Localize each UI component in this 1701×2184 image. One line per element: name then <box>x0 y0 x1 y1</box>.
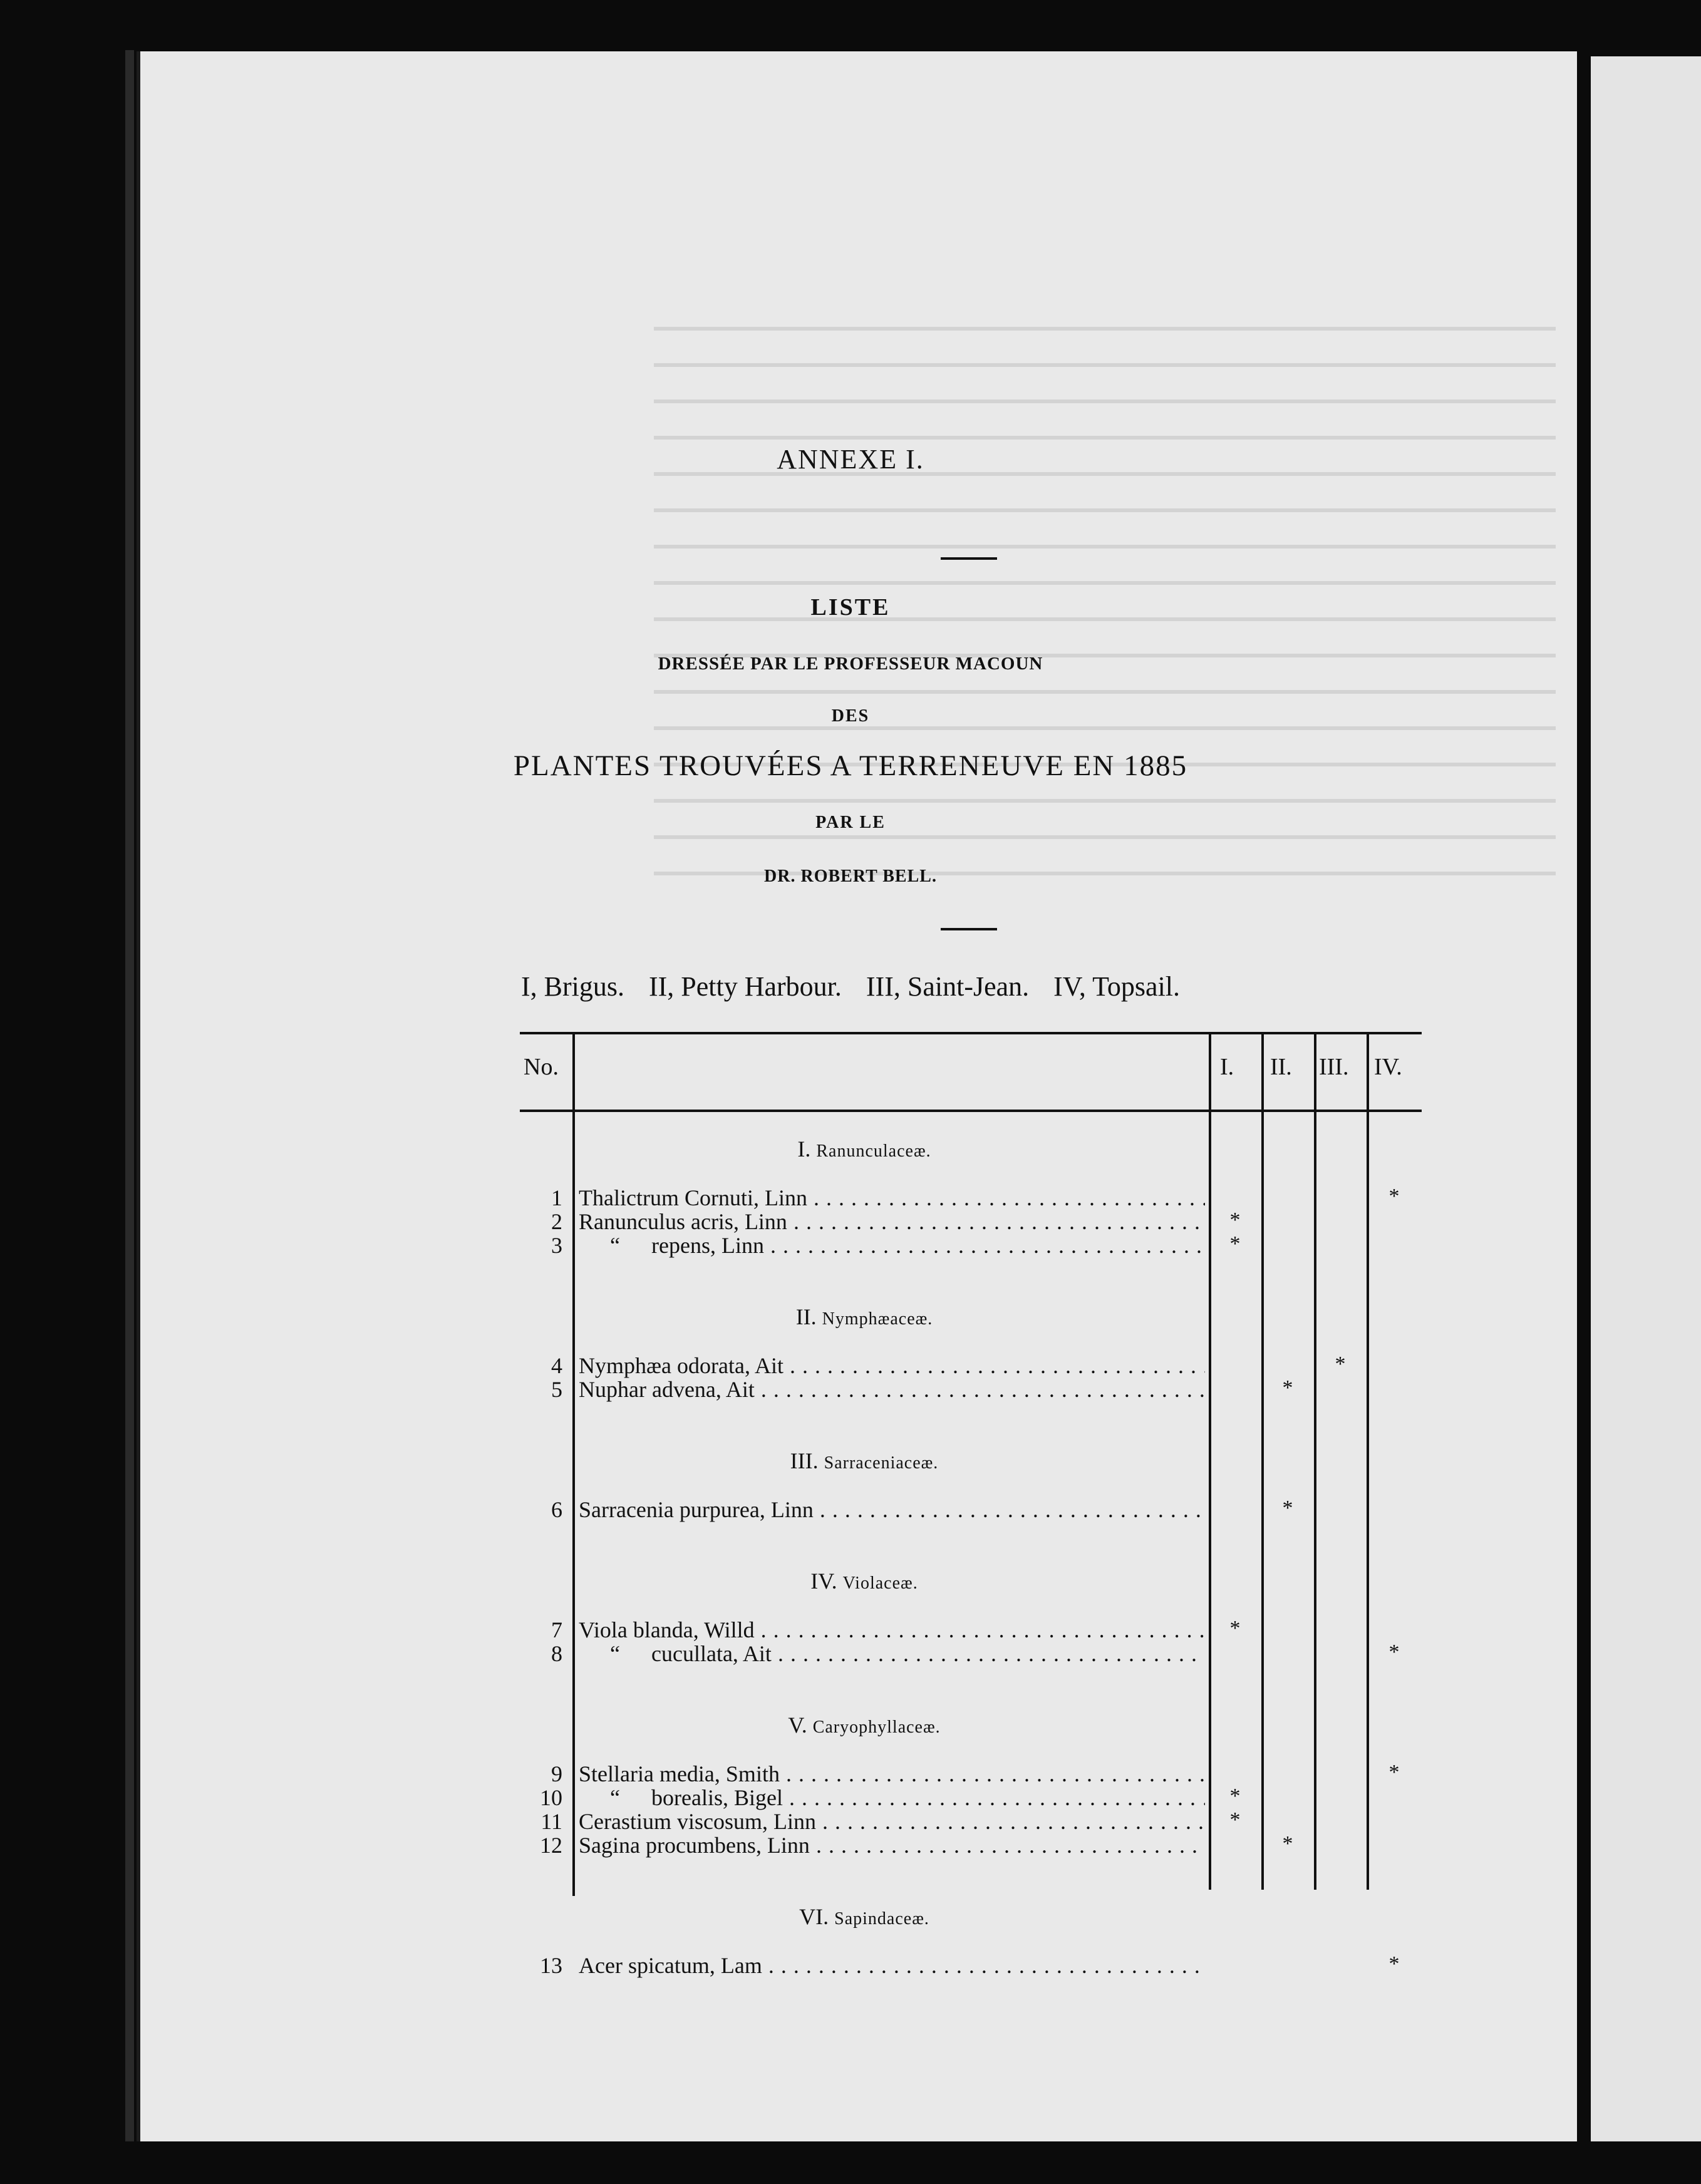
species-name <box>579 1832 1205 1858</box>
col-header-iv: IV. <box>1374 1054 1402 1080</box>
species-number: 8 <box>551 1641 562 1666</box>
species-text: borealis, Bigel <box>651 1785 783 1810</box>
ditto-mark: “ <box>610 1641 620 1666</box>
locality-mark: * <box>1388 1761 1400 1784</box>
family-heading <box>520 1136 1209 1162</box>
table-header-rule <box>520 1110 1422 1112</box>
ditto-mark: “ <box>610 1785 620 1810</box>
species-number: 13 <box>540 1953 562 1978</box>
family-name: Violaceæ. <box>842 1574 918 1593</box>
locality-ii: II, Petty Harbour. <box>648 971 842 1002</box>
ditto-mark: “ <box>610 1233 620 1258</box>
species-name <box>579 1761 1205 1787</box>
document-title: PLANTES TROUVÉES A TERRENEUVE EN 1885 <box>513 749 1188 782</box>
locality-mark: * <box>1229 1617 1241 1640</box>
locality-mark: * <box>1388 1641 1400 1664</box>
locality-iii: III, Saint-Jean. <box>866 971 1030 1002</box>
species-text: Ranunculus acris, Linn <box>579 1209 787 1234</box>
locality-mark: * <box>1282 1496 1293 1520</box>
family-heading <box>520 1304 1209 1330</box>
author-name: DR. ROBERT BELL. <box>764 867 937 886</box>
family-number: I. <box>797 1136 817 1162</box>
species-name <box>579 1641 1205 1667</box>
annexe-title: ANNEXE I. <box>777 444 924 475</box>
locality-i: I, Brigus. <box>520 971 624 1002</box>
species-number: 3 <box>551 1233 562 1258</box>
col-header-iii: III. <box>1319 1054 1349 1080</box>
species-text: repens, Linn <box>651 1233 764 1258</box>
locality-mark: * <box>1229 1808 1241 1831</box>
locality-mark: * <box>1282 1832 1293 1855</box>
species-name <box>579 1352 1205 1379</box>
species-number: 9 <box>551 1761 562 1786</box>
species-number: 12 <box>540 1833 562 1858</box>
liste-heading: LISTE <box>810 594 891 621</box>
family-number: II. <box>795 1304 822 1329</box>
species-number: 1 <box>551 1185 562 1210</box>
table-row <box>520 1761 1422 1786</box>
species-text: Acer spicatum, Lam <box>579 1953 762 1978</box>
locality-mark: * <box>1335 1352 1346 1376</box>
species-name <box>579 1208 1205 1235</box>
species-number: 10 <box>540 1785 562 1810</box>
col-header-i: I. <box>1220 1054 1234 1080</box>
family-heading <box>520 1568 1209 1594</box>
col-header-ii: II. <box>1270 1054 1292 1080</box>
species-text: cucullata, Ait <box>651 1641 772 1666</box>
compiled-by: DRESSÉE PAR LE PROFESSEUR MACOUN <box>658 654 1043 674</box>
family-name: Sarraceniaceæ. <box>824 1453 939 1473</box>
table-row <box>520 1232 1422 1257</box>
family-number: VI. <box>799 1904 835 1929</box>
table-row <box>520 1785 1422 1810</box>
table-row <box>520 1185 1422 1210</box>
divider <box>941 557 997 560</box>
binding-edge <box>125 50 134 2141</box>
species-number: 2 <box>551 1209 562 1234</box>
species-name <box>579 1496 1205 1523</box>
table-row <box>520 1808 1422 1833</box>
table-row <box>520 1617 1422 1642</box>
divider <box>941 928 997 930</box>
locality-mark: * <box>1388 1185 1400 1208</box>
species-text: Stellaria media, Smith <box>579 1761 780 1786</box>
species-text: Nuphar advena, Ait <box>579 1377 755 1402</box>
species-name <box>579 1232 1205 1259</box>
facing-page-strip <box>1591 56 1701 2141</box>
species-name <box>579 1808 1205 1835</box>
table-row <box>520 1352 1422 1378</box>
species-name <box>579 1376 1205 1403</box>
species-number: 7 <box>551 1617 562 1642</box>
species-text: Cerastium viscosum, Linn <box>579 1809 816 1834</box>
family-heading <box>520 1712 1209 1738</box>
family-name: Ranunculaceæ. <box>816 1141 931 1161</box>
table-row <box>520 1496 1422 1522</box>
locality-iv: IV, Topsail. <box>1053 971 1181 1002</box>
table-row <box>520 1376 1422 1401</box>
species-text: Nymphæa odorata, Ait <box>579 1353 783 1378</box>
family-name: Sapindaceæ. <box>834 1909 929 1929</box>
species-name <box>579 1617 1205 1643</box>
species-number: 5 <box>551 1377 562 1402</box>
des-heading: DES <box>831 706 870 726</box>
species-name <box>579 1785 1205 1811</box>
locality-mark: * <box>1282 1376 1293 1399</box>
species-text: Sarracenia purpurea, Linn <box>579 1497 814 1522</box>
locality-key <box>0 971 1701 1002</box>
species-number: 4 <box>551 1353 562 1378</box>
species-name <box>579 1185 1205 1211</box>
locality-mark: * <box>1388 1952 1400 1975</box>
locality-mark: * <box>1229 1208 1241 1232</box>
table-row <box>520 1832 1422 1857</box>
species-text: Viola blanda, Willd <box>579 1617 755 1642</box>
table-row <box>520 1641 1422 1666</box>
species-number: 11 <box>540 1809 562 1834</box>
species-text: Thalictrum Cornuti, Linn <box>579 1185 807 1210</box>
species-name <box>579 1952 1205 1979</box>
family-name: Nymphæaceæ. <box>822 1309 933 1329</box>
species-number: 6 <box>551 1497 562 1522</box>
par-le-heading: PAR LE <box>815 813 886 832</box>
family-heading <box>520 1448 1209 1474</box>
family-heading <box>520 1903 1209 1930</box>
table-row <box>520 1952 1422 1977</box>
locality-mark: * <box>1229 1785 1241 1808</box>
table-row <box>520 1208 1422 1234</box>
species-table <box>520 1032 1422 1978</box>
family-number: IV. <box>810 1568 843 1594</box>
species-text: Sagina procumbens, Linn <box>579 1833 810 1858</box>
table-top-rule <box>520 1032 1422 1034</box>
locality-mark: * <box>1229 1232 1241 1255</box>
family-name: Caryophyllaceæ. <box>812 1718 941 1737</box>
family-number: III. <box>790 1448 824 1473</box>
family-number: V. <box>788 1713 813 1738</box>
col-header-no: No. <box>524 1054 559 1080</box>
